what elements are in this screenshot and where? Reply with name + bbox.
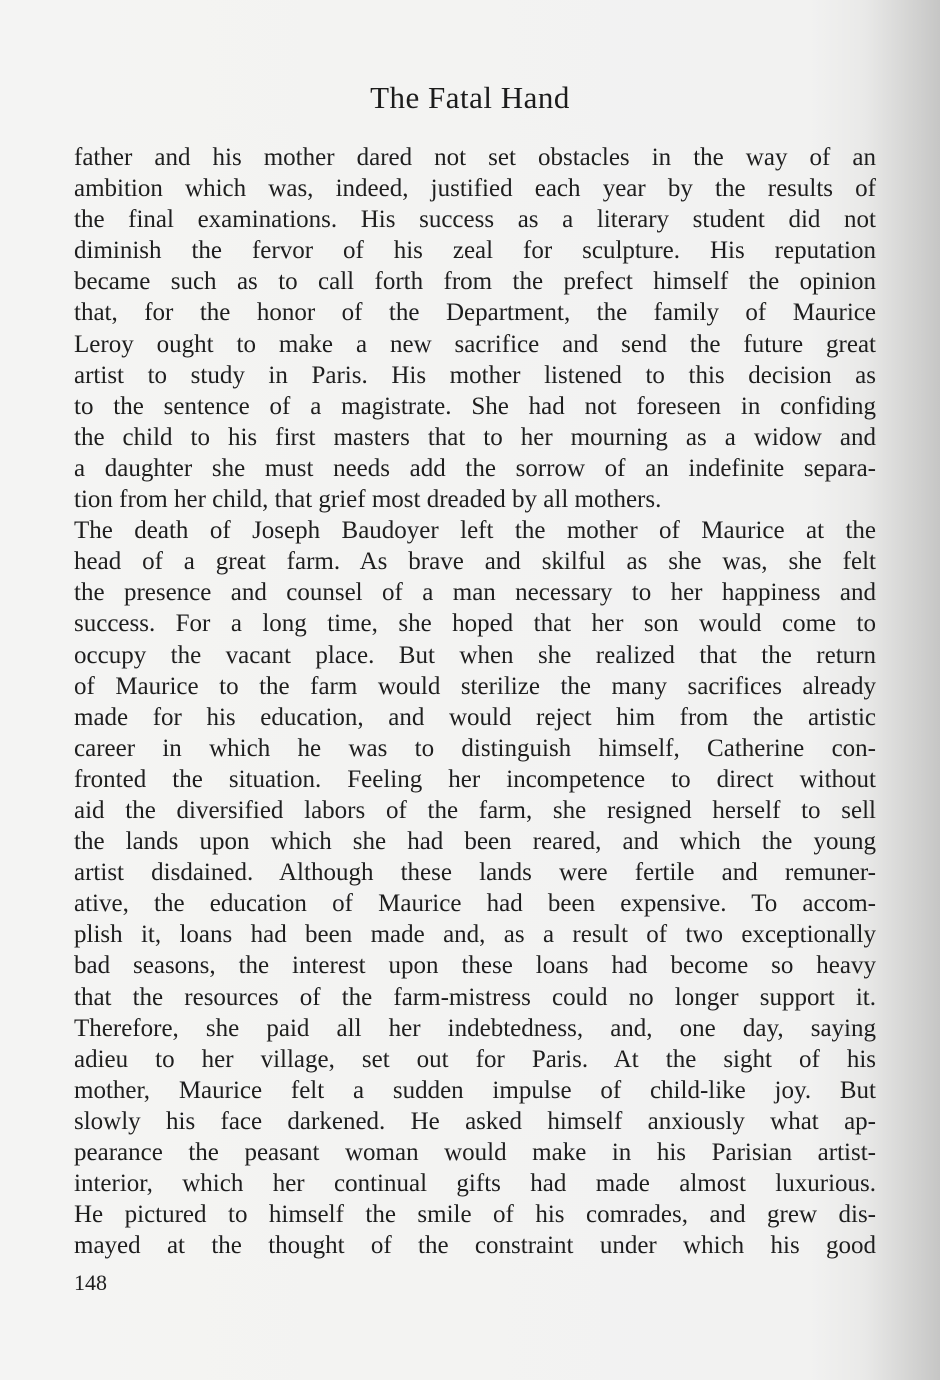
text-line: made for his education, and would reject him from the artistic [74, 703, 876, 731]
text-line: ambition which was, indeed, justified each year by the results of [74, 175, 876, 203]
text-line: father and his mother dared not set obstacles in the way of an [74, 144, 876, 171]
text-line: that, for the honor of the Department, the family of Maurice [74, 299, 876, 327]
page-number: 148 [74, 1270, 107, 1295]
text-line: aid the diversified labors of the farm, she resigned herself to sell [74, 796, 876, 824]
text-line: plish it, loans had been made and, as a result of two exceptionally [74, 921, 876, 949]
text-line: pearance the peasant woman would make in his Parisian artist- [74, 1139, 876, 1166]
paragraph-end-line: tion from her child, that grief most dreaded by all mothers. [74, 486, 662, 514]
text-line: that the resources of the farm-mistress could no longer support it. [74, 983, 876, 1011]
text-line: Leroy ought to make a new sacrifice and send the future great [74, 330, 876, 358]
text-line: the presence and counsel of a man necessary to her happiness and [74, 579, 876, 607]
text-line: He pictured to himself the smile of his comrades, and grew dis- [74, 1201, 876, 1229]
text-line: the lands upon which she had been reared, and which the young [74, 828, 876, 856]
text-line: mayed at the thought of the constraint under which his good [74, 1232, 876, 1260]
body-text [74, 142, 876, 1261]
text-line: artist to study in Paris. His mother listened to this decision as [74, 361, 876, 389]
text-line: ative, the education of Maurice had been expensive. To accom- [74, 890, 876, 918]
text-line: artist disdained. Although these lands were fertile and remuner- [74, 859, 876, 887]
text-line: mother, Maurice felt a sudden impulse of child-like joy. But [74, 1076, 876, 1104]
text-line: became such as to call forth from the prefect himself the opinion [74, 268, 876, 296]
text-line: occupy the vacant place. But when she realized that the return [74, 641, 876, 669]
text-line: of Maurice to the farm would sterilize the many sacrifices already [74, 672, 876, 700]
text-line: bad seasons, the interest upon these loans had become so heavy [74, 952, 876, 980]
text-line: to the sentence of a magistrate. She had not foreseen in confiding [74, 392, 876, 420]
text-line: diminish the fervor of his zeal for sculpture. His reputation [74, 237, 876, 265]
text-line: Therefore, she paid all her indebtedness, and, one day, saying [74, 1014, 876, 1042]
text-line: slowly his face darkened. He asked himself anxiously what ap- [74, 1107, 876, 1135]
text-line: the child to his first masters that to her mourning as a widow and [74, 423, 876, 451]
running-head: The Fatal Hand [370, 80, 570, 115]
text-line: a daughter she must needs add the sorrow of an indefinite separa- [74, 454, 876, 482]
text-line: career in which he was to distinguish himself, Catherine con- [74, 734, 876, 762]
text-line: success. For a long time, she hoped that her son would come to [74, 610, 876, 638]
text-line: fronted the situation. Feeling her incompetence to direct without [74, 765, 876, 793]
text-line: adieu to her village, set out for Paris. At the sight of his [74, 1045, 876, 1073]
text-line: interior, which her continual gifts had made almost luxurious. [74, 1170, 876, 1198]
text-line: the final examinations. His success as a literary student did not [74, 206, 876, 234]
text-line: The death of Joseph Baudoyer left the mother of Maurice at the [74, 517, 876, 545]
text-line: head of a great farm. As brave and skilful as she was, she felt [74, 548, 876, 576]
